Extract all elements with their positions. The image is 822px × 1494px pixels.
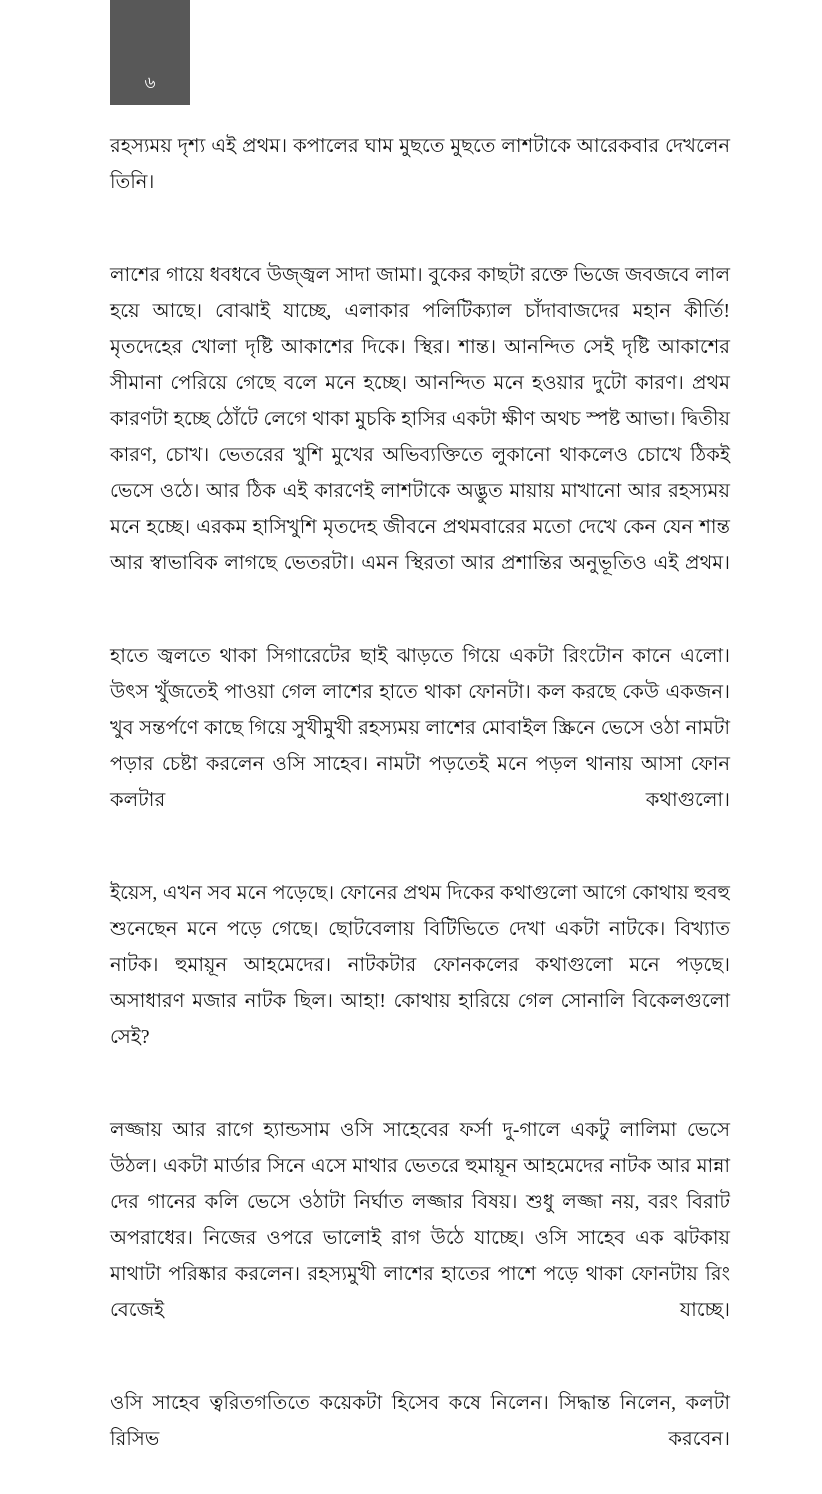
paragraph: ইয়েস, এখন সব মনে পড়েছে। ফোনের প্রথম দিকের কথাগুলো আগে কোথায় হুবহু শুনেছেন মনে পড়ে গেছে। ছোটবেলায় বিটিভিতে দেখা একটা নাটকে। বিখ্যাত নাটক। হুমায়ূন আহমেদের। নাটকটার ফোনকলের কথাগুলো মনে পড়ছে। অসাধারণ মজার নাটক ছিল। আহা! কোথায় হারিয়ে গেল সোনালি বিকেলগুলো সেই? (110, 883, 730, 1048)
body-text-column (110, 129, 730, 1494)
page-number-block (110, 0, 190, 105)
paragraph: হাতে জ্বলতে থাকা সিগারেটের ছাই ঝাড়তে গিয়ে একটা রিংটোন কানে এলো। উৎস খুঁজতেই পাওয়া গেল লাশের হাতে থাকা ফোনটা। কল করছে কেউ একজন। খুব সন্তর্পণে কাছে গিয়ে সুখীমুখী রহস্যময় লাশের মোবাইল স্ক্রিনে ভেসে ওঠা নামটা পড়ার চেষ্টা করলেন ওসি সাহেব। নামটা পড়তেই মনে পড়ল থানায় আসা ফোন কলটার কথাগুলো। (110, 646, 730, 811)
paragraph: রহস্যময় দৃশ্য এই প্রথম। কপালের ঘাম মুছতে মুছতে লাশটাকে আরেকবার দেখলেন তিনি। (110, 136, 730, 193)
paragraph: লাশের গায়ে ধবধবে উজ্জ্বল সাদা জামা। বুকের কাছটা রক্তে ভিজে জবজবে লাল হয়ে আছে। বোঝাই যাচ্ছে, এলাকার পলিটিক্যাল চাঁদাবাজদের মহান কীর্তি! মৃতদেহের খোলা দৃষ্টি আকাশের দিকে। স্থির। শান্ত। আনন্দিত সেই দৃষ্টি আকাশের সীমানা পেরিয়ে গেছে বলে মনে হচ্ছে। আনন্দিত মনে হওয়ার দুটো কারণ। প্রথম কারণটা হচ্ছে ঠোঁটে লেগে থাকা মুচকি হাসির একটা ক্ষীণ অথচ স্পষ্ট আভা। দ্বিতীয় কারণ, চোখ। ভেতরের খুশি মুখের অভিব্যক্তিতে লুকানো থাকলেও চোখে ঠিকই ভেসে ওঠে। আর ঠিক এই কারণেই লাশটাকে অদ্ভুত মায়ায় মাখানো আর রহস্যময় মনে হচ্ছে। এরকম হাসিখুশি মৃতদেহ জীবনে প্রথমবারের মতো দেখে কেন যেন শান্ত আর স্বাভাবিক লাগছে ভেতরটা। এমন স্থিরতা আর প্রশান্তির অনুভূতিও এই প্রথম। (110, 265, 730, 574)
paragraph: ওসি সাহেব ত্বরিতগতিতে কয়েকটা হিসেব কষে নিলেন। সিদ্ধান্ত নিলেন, কলটা রিসিভ করবেন। (110, 1393, 730, 1450)
paragraph: লজ্জায় আর রাগে হ্যান্ডসাম ওসি সাহেবের ফর্সা দু-গালে একটু লালিমা ভেসে উঠল। একটা মার্ডার সিনে এসে মাথার ভেতরে হুমায়ূন আহমেদের নাটক আর মান্না দের গানের কলি ভেসে ওঠাটা নির্ঘাত লজ্জার বিষয়। শুধু লজ্জা নয়, বরং বিরাট অপরাধের। নিজের ওপরে ভালোই রাগ উঠে যাচ্ছে। ওসি সাহেব এক ঝটকায় মাথাটা পরিষ্কার করলেন। রহস্যমুখী লাশের হাতের পাশে পড়ে থাকা ফোনটায় রিং বেজেই যাচ্ছে। (110, 1120, 730, 1321)
page-number: ৬ (144, 73, 156, 92)
